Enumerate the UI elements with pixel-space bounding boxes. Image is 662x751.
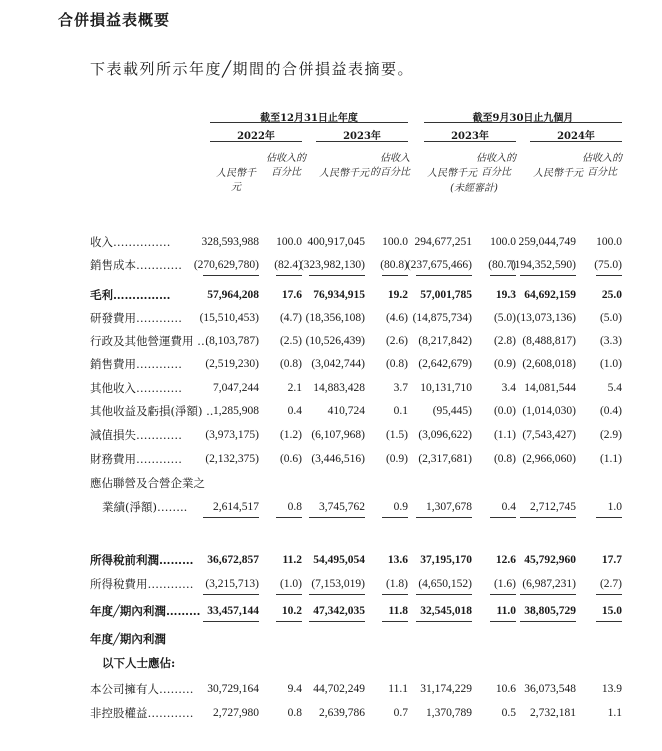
- total-rule: [309, 594, 365, 595]
- table-cell: 32,545,018: [420, 605, 472, 617]
- table-cell: 0.8: [287, 501, 302, 513]
- table-cell: (2,132,375): [205, 453, 259, 465]
- table-cell: 2.1: [287, 382, 302, 394]
- table-cell: 57,964,208: [207, 289, 259, 301]
- row-label-profit-for-period: 年度╱期內利潤………: [90, 604, 201, 618]
- table-cell: 37,195,170: [420, 554, 472, 566]
- table-cell: 36,672,857: [207, 554, 259, 566]
- table-cell: (270,629,780): [193, 259, 259, 271]
- total-rule: [520, 275, 576, 276]
- table-cell: (3,096,622): [418, 429, 472, 441]
- group-header-nine-months: 截至9月30日止九個月: [472, 113, 574, 124]
- table-cell: 36,073,548: [524, 683, 576, 695]
- table-cell: (1.0): [279, 578, 302, 590]
- row-label-admin: 行政及其他營運費用 …: [90, 334, 209, 348]
- table-cell: 30,729,164: [207, 683, 259, 695]
- total-rule: [276, 621, 302, 622]
- table-cell: (75.0): [594, 259, 622, 271]
- row-label-other-gains: 其他收益及虧損(淨額) ..: [90, 404, 214, 418]
- table-cell: (6,987,231): [522, 578, 576, 590]
- total-rule: [203, 275, 259, 276]
- table-cell: 2,732,181: [530, 707, 576, 719]
- table-cell: 7,047,244: [213, 382, 259, 394]
- group-rule: [210, 122, 408, 123]
- total-rule: [596, 621, 622, 622]
- table-cell: (2,642,679): [418, 358, 472, 370]
- table-cell: 3.7: [393, 382, 408, 394]
- total-rule: [416, 594, 472, 595]
- table-cell: (82.4): [274, 259, 302, 271]
- year-rule: [424, 141, 516, 142]
- total-rule: [382, 594, 408, 595]
- table-cell: (0.8): [385, 358, 408, 370]
- table-cell: (1.2): [279, 429, 302, 441]
- table-cell: (8,488,817): [522, 335, 576, 347]
- total-rule: [520, 594, 576, 595]
- table-cell: (18,356,108): [305, 312, 365, 324]
- total-rule: [596, 275, 622, 276]
- table-cell: 1,285,908: [213, 405, 259, 417]
- table-cell: 11.1: [388, 683, 408, 695]
- year-header-2023-9m: 2023年: [451, 131, 489, 142]
- table-cell: (0.9): [385, 453, 408, 465]
- table-cell: 13.6: [387, 554, 408, 566]
- table-cell: 10.2: [281, 605, 302, 617]
- table-cell: (2.8): [493, 335, 516, 347]
- table-cell: 0.4: [501, 501, 516, 513]
- table-cell: 2,727,980: [213, 707, 259, 719]
- table-cell: 3.4: [501, 382, 516, 394]
- table-cell: 57,001,785: [420, 289, 472, 301]
- table-cell: (5.0): [599, 312, 622, 324]
- table-cell: 0.9: [393, 501, 408, 513]
- table-cell: (2.9): [599, 429, 622, 441]
- total-rule: [490, 275, 516, 276]
- total-rule: [276, 275, 302, 276]
- total-rule: [490, 594, 516, 595]
- total-rule: [382, 517, 408, 518]
- table-cell: 11.0: [496, 605, 516, 617]
- rmb-header: 人民幣千元: [319, 168, 369, 179]
- year-rule: [210, 141, 302, 142]
- table-cell: 294,677,251: [414, 236, 472, 248]
- row-label-share-of-results-net: 業績(淨額)……..: [102, 500, 188, 514]
- table-cell: (2.7): [599, 578, 622, 590]
- group-rule: [424, 122, 622, 123]
- table-cell: (80.7): [488, 259, 516, 271]
- row-label-profit-before-tax: 所得稅前利潤………: [90, 553, 194, 567]
- table-cell: 12.6: [495, 554, 516, 566]
- table-cell: 0.7: [393, 707, 408, 719]
- table-cell: (0.6): [279, 453, 302, 465]
- rmb-header: 人民幣千元: [533, 168, 583, 179]
- table-cell: 5.4: [607, 382, 622, 394]
- pct-header: 佔收入的 百分比: [582, 153, 622, 178]
- table-cell: (3,042,744): [311, 358, 365, 370]
- year-rule: [530, 141, 622, 142]
- unaudited-note: (未經審計): [450, 183, 498, 194]
- table-cell: (7,543,427): [522, 429, 576, 441]
- total-rule: [382, 275, 408, 276]
- table-cell: 45,792,960: [524, 554, 576, 566]
- table-cell: 11.8: [388, 605, 408, 617]
- total-rule: [309, 621, 365, 622]
- table-cell: 100.0: [382, 236, 408, 248]
- table-cell: (237,675,466): [406, 259, 472, 271]
- table-cell: (2,966,060): [522, 453, 576, 465]
- row-label-owners: 本公司擁有人………: [90, 682, 194, 696]
- intro-paragraph: 下表載列所示年度╱期間的合併損益表摘要。: [90, 60, 415, 78]
- table-cell: (4.6): [385, 312, 408, 324]
- table-cell: (1.6): [493, 578, 516, 590]
- table-cell: 44,702,249: [313, 683, 365, 695]
- table-cell: (2,608,018): [522, 358, 576, 370]
- total-rule: [203, 594, 259, 595]
- section-heading: 合併損益表概要: [58, 11, 171, 29]
- table-cell: (1.1): [493, 429, 516, 441]
- table-cell: (3,973,175): [205, 429, 259, 441]
- total-rule: [382, 621, 408, 622]
- table-cell: (0.8): [279, 358, 302, 370]
- table-cell: 100.0: [596, 236, 622, 248]
- table-cell: (0.9): [493, 358, 516, 370]
- table-cell: (2.5): [279, 335, 302, 347]
- rmb-header: 人民幣千元: [427, 168, 477, 179]
- row-label-impairment: 減值損失…………: [90, 428, 182, 442]
- total-rule: [490, 621, 516, 622]
- table-cell: (2.6): [385, 335, 408, 347]
- table-cell: (6,107,968): [311, 429, 365, 441]
- table-cell: 10,131,710: [420, 382, 472, 394]
- table-cell: 1,307,678: [426, 501, 472, 513]
- pct-header: 佔收入的 百分比: [476, 153, 516, 178]
- table-cell: 328,593,988: [201, 236, 259, 248]
- total-rule: [203, 621, 259, 622]
- row-label-selling: 銷售費用…………: [90, 357, 182, 371]
- table-cell: 400,917,045: [307, 236, 365, 248]
- total-rule: [490, 517, 516, 518]
- table-cell: 100.0: [490, 236, 516, 248]
- total-rule: [416, 275, 472, 276]
- row-label-gross-profit: 毛利……………: [90, 288, 171, 302]
- row-label-income-tax: 所得稅費用…………: [90, 577, 194, 591]
- table-cell: 19.3: [495, 289, 516, 301]
- row-label-finance-costs: 財務費用…………: [90, 452, 182, 466]
- total-rule: [416, 517, 472, 518]
- total-rule: [203, 517, 259, 518]
- table-cell: 15.0: [601, 605, 622, 617]
- table-cell: (1.5): [385, 429, 408, 441]
- total-rule: [276, 594, 302, 595]
- total-rule: [309, 275, 365, 276]
- table-cell: (4,650,152): [418, 578, 472, 590]
- table-cell: (1.1): [599, 453, 622, 465]
- row-label-profit-attributable: 年度╱期內利潤: [90, 632, 166, 646]
- table-cell: 14,883,428: [313, 382, 365, 394]
- table-cell: (7,153,019): [311, 578, 365, 590]
- table-cell: (95,445): [432, 405, 472, 417]
- table-cell: (323,982,130): [299, 259, 365, 271]
- table-cell: (194,352,590): [510, 259, 576, 271]
- rmb-header: 人民幣千元: [216, 168, 256, 193]
- table-cell: (15,510,453): [199, 312, 259, 324]
- table-cell: 9.4: [287, 683, 302, 695]
- table-cell: (2,317,681): [418, 453, 472, 465]
- table-cell: 0.1: [393, 405, 408, 417]
- table-cell: 31,174,229: [420, 683, 472, 695]
- table-cell: (0.8): [493, 453, 516, 465]
- table-cell: 2,614,517: [213, 501, 259, 513]
- table-cell: 3,745,762: [319, 501, 365, 513]
- row-label-rnd: 研發費用…………: [90, 311, 182, 325]
- table-cell: 2,712,745: [530, 501, 576, 513]
- table-cell: (10,526,439): [305, 335, 365, 347]
- table-cell: 100.0: [276, 236, 302, 248]
- table-cell: (1.0): [599, 358, 622, 370]
- table-cell: (8,217,842): [418, 335, 472, 347]
- group-header-full-year: 截至12月31日止年度: [260, 113, 358, 124]
- table-cell: 11.2: [282, 554, 302, 566]
- total-rule: [596, 517, 622, 518]
- table-cell: (80.8): [380, 259, 408, 271]
- table-cell: (5.0): [493, 312, 516, 324]
- table-cell: (4.7): [279, 312, 302, 324]
- year-header-2024-9m: 2024年: [557, 131, 595, 142]
- table-cell: (3.3): [599, 335, 622, 347]
- row-label-other-income: 其他收入…………: [90, 381, 182, 395]
- pct-header: 佔收入的 百分比: [266, 153, 306, 178]
- table-cell: 1.1: [607, 707, 622, 719]
- table-cell: (1.8): [385, 578, 408, 590]
- table-cell: (13,073,136): [516, 312, 576, 324]
- total-rule: [416, 621, 472, 622]
- table-cell: 17.7: [601, 554, 622, 566]
- table-cell: (2,519,230): [205, 358, 259, 370]
- year-header-2023: 2023年: [343, 131, 381, 142]
- table-cell: 25.0: [601, 289, 622, 301]
- total-rule: [520, 621, 576, 622]
- table-cell: 1,370,789: [426, 707, 472, 719]
- table-cell: 2,639,786: [319, 707, 365, 719]
- table-cell: (0.4): [599, 405, 622, 417]
- row-label-revenue: 收入……………: [90, 235, 171, 249]
- total-rule: [309, 517, 365, 518]
- table-cell: 64,692,159: [524, 289, 576, 301]
- table-cell: 410,724: [327, 405, 365, 417]
- table-cell: 1.0: [607, 501, 622, 513]
- table-cell: 33,457,144: [207, 605, 259, 617]
- table-cell: (3,446,516): [311, 453, 365, 465]
- row-label-nci: 非控股權益…………: [90, 706, 194, 720]
- total-rule: [276, 517, 302, 518]
- table-cell: 0.5: [501, 707, 516, 719]
- year-rule: [316, 141, 408, 142]
- table-cell: (8,103,787): [205, 335, 259, 347]
- table-cell: 17.6: [281, 289, 302, 301]
- table-cell: 10.6: [495, 683, 516, 695]
- row-label-attributable-to: 以下人士應佔:: [102, 656, 176, 670]
- table-cell: 38,805,729: [524, 605, 576, 617]
- table-cell: (0.0): [493, 405, 516, 417]
- table-cell: 0.4: [287, 405, 302, 417]
- total-rule: [520, 517, 576, 518]
- row-label-cost-of-sales: 銷售成本…………: [90, 258, 182, 272]
- total-rule: [596, 594, 622, 595]
- table-cell: 19.2: [387, 289, 408, 301]
- year-header-2022: 2022年: [237, 131, 275, 142]
- table-cell: 13.9: [601, 683, 622, 695]
- table-cell: (1,014,030): [522, 405, 576, 417]
- table-cell: 0.8: [287, 707, 302, 719]
- table-cell: 14,081,544: [524, 382, 576, 394]
- table-cell: (3,215,713): [205, 578, 259, 590]
- table-cell: 54,495,054: [313, 554, 365, 566]
- table-cell: (14,875,734): [412, 312, 472, 324]
- row-label-share-of-results: 應佔聯營及合營企業之: [90, 476, 205, 490]
- table-cell: 47,342,035: [313, 605, 365, 617]
- table-cell: 259,044,749: [518, 236, 576, 248]
- table-cell: 76,934,915: [313, 289, 365, 301]
- pct-header: 佔收入 的百分比: [370, 153, 410, 178]
